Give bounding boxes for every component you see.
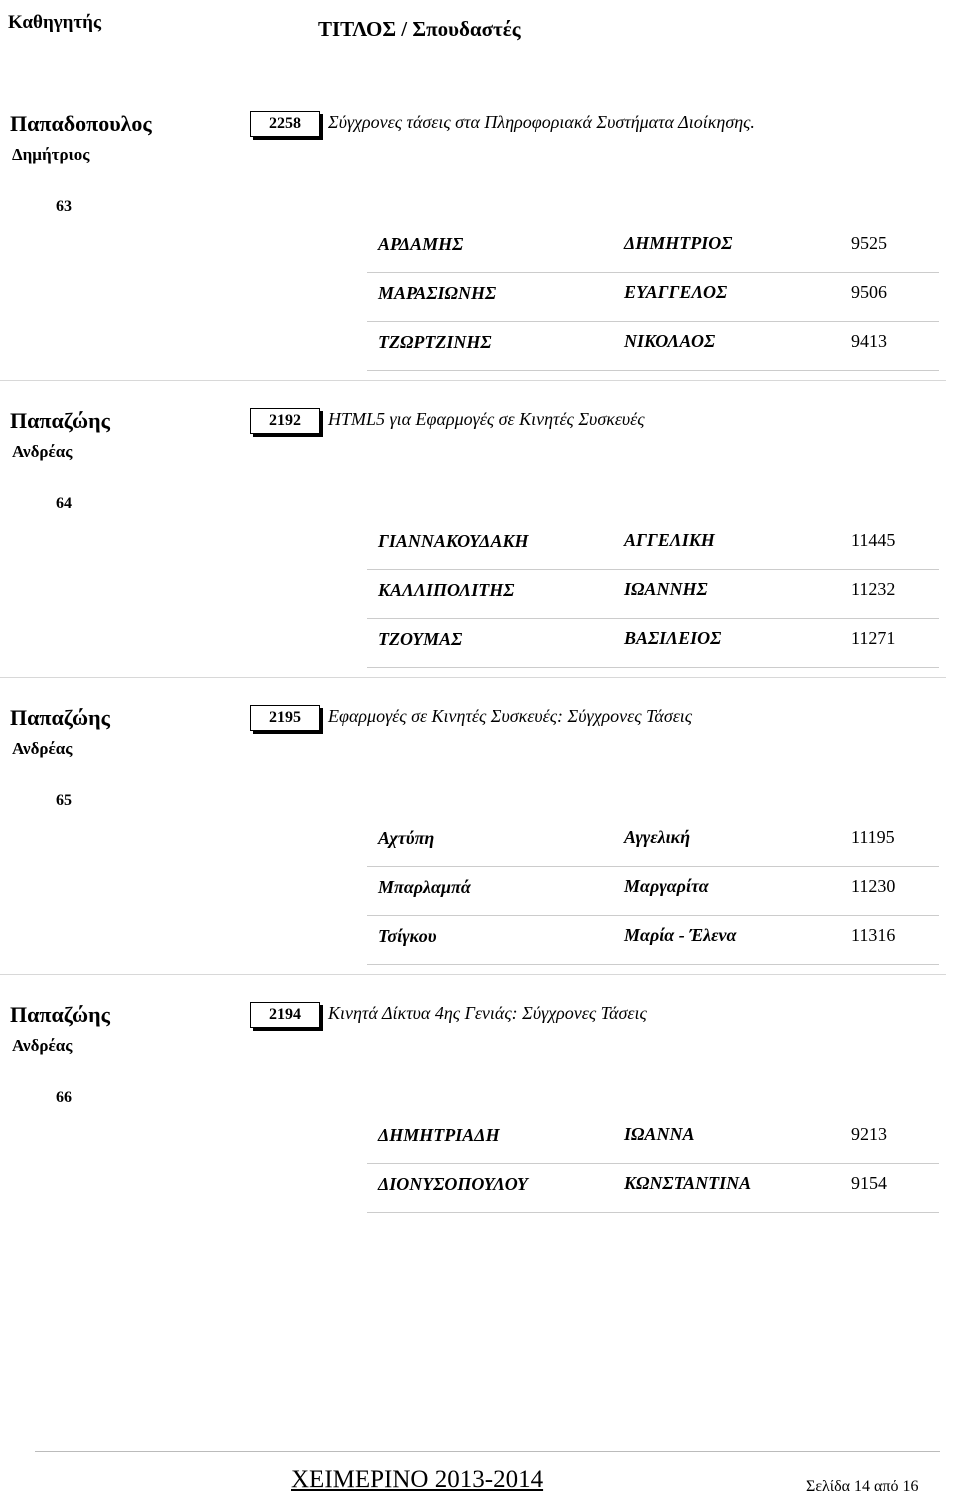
student-last-name: Μπαρλαμπά xyxy=(378,877,471,897)
row-divider xyxy=(367,964,939,965)
professor-last-name: Παπαζώης xyxy=(10,408,110,433)
professor-last-name: Παπαζώης xyxy=(10,705,110,730)
page-number: Σελίδα 14 από 16 xyxy=(806,1478,919,1495)
student-id: 9506 xyxy=(851,282,887,302)
row-divider xyxy=(367,321,939,322)
section-divider xyxy=(0,677,946,678)
student-last-name: Αχτύπη xyxy=(378,828,435,848)
student-first-name: Αγγελική xyxy=(624,827,691,847)
course-title: Εφαρμογές σε Κινητές Συσκευές: Σύγχρονες Τάσεις xyxy=(328,706,693,726)
row-divider xyxy=(367,618,939,619)
footer-season: ΧΕΙΜΕΡΙΝΟ 2013-2014 xyxy=(291,1466,544,1493)
course-title: Κινητά Δίκτυα 4ης Γενιάς: Σύγχρονες Τάσεις xyxy=(328,1003,647,1023)
student-id: 11445 xyxy=(851,530,896,550)
student-last-name: ΔΗΜΗΤΡΙΑΔΗ xyxy=(378,1125,500,1145)
student-id: 11195 xyxy=(851,827,895,847)
row-divider xyxy=(367,915,939,916)
student-last-name: ΑΡΔΑΜΗΣ xyxy=(378,234,464,254)
row-divider xyxy=(367,1212,939,1213)
student-first-name: ΕΥΑΓΓΕΛΟΣ xyxy=(624,282,728,302)
course-title: Σύγχρονες τάσεις στα Πληροφοριακά Συστήματα Διοίκησης. xyxy=(328,112,755,132)
student-row xyxy=(0,328,960,377)
student-id: 9154 xyxy=(851,1173,887,1193)
row-divider xyxy=(367,866,939,867)
professor-first-name: Δημήτριος xyxy=(12,145,90,164)
student-row xyxy=(0,279,960,328)
course-number: 65 xyxy=(56,792,72,809)
course-number: 66 xyxy=(56,1089,72,1106)
student-id: 11232 xyxy=(851,579,896,599)
student-first-name: ΙΩΑΝΝΗΣ xyxy=(624,579,708,599)
student-id: 11316 xyxy=(851,925,896,945)
student-id: 11271 xyxy=(851,628,896,648)
row-divider xyxy=(367,272,939,273)
student-row xyxy=(0,922,960,971)
student-last-name: ΓΙΑΝΝΑΚΟΥΔΑΚΗ xyxy=(378,531,529,551)
row-divider xyxy=(367,569,939,570)
course-code-box: 2192 xyxy=(250,408,320,434)
student-id: 9525 xyxy=(851,233,887,253)
header-title-label: ΤΙΤΛΟΣ / Σπουδαστές xyxy=(318,17,521,41)
student-row xyxy=(0,873,960,922)
student-row xyxy=(0,1121,960,1170)
student-first-name: ΑΓΓΕΛΙΚΗ xyxy=(624,530,715,550)
student-last-name: ΤΖΟΥΜΑΣ xyxy=(378,629,463,649)
student-row xyxy=(0,230,960,279)
course-code-box: 2194 xyxy=(250,1002,320,1028)
student-row xyxy=(0,824,960,873)
footer-divider xyxy=(35,1451,940,1452)
row-divider xyxy=(367,370,939,371)
header-professor-label: Καθηγητής xyxy=(8,12,101,33)
student-first-name: Μαργαρίτα xyxy=(624,876,709,896)
student-row xyxy=(0,625,960,674)
professor-first-name: Ανδρέας xyxy=(12,739,73,758)
professor-first-name: Ανδρέας xyxy=(12,1036,73,1055)
course-number: 64 xyxy=(56,495,72,512)
student-last-name: ΔΙΟΝΥΣΟΠΟΥΛΟΥ xyxy=(378,1174,528,1194)
student-id: 11230 xyxy=(851,876,896,896)
professor-last-name: Παπαζώης xyxy=(10,1002,110,1027)
student-first-name: Μαρία - Έλενα xyxy=(624,925,737,945)
student-id: 9213 xyxy=(851,1124,887,1144)
student-last-name: Τσίγκου xyxy=(378,926,437,946)
student-first-name: ΙΩΑΝΝΑ xyxy=(624,1124,695,1144)
student-last-name: ΤΖΩΡΤΖΙΝΗΣ xyxy=(378,332,492,352)
section-divider xyxy=(0,380,946,381)
course-title: HTML5 για Εφαρμογές σε Κινητές Συσκευές xyxy=(328,409,645,429)
student-row xyxy=(0,1170,960,1219)
student-row xyxy=(0,576,960,625)
student-row xyxy=(0,527,960,576)
student-first-name: ΔΗΜΗΤΡΙΟΣ xyxy=(624,233,733,253)
section-divider xyxy=(0,974,946,975)
row-divider xyxy=(367,1163,939,1164)
student-last-name: ΚΑΛΛΙΠΟΛΙΤΗΣ xyxy=(378,580,515,600)
professor-first-name: Ανδρέας xyxy=(12,442,73,461)
student-last-name: ΜΑΡΑΣΙΩΝΗΣ xyxy=(378,283,497,303)
course-number: 63 xyxy=(56,198,72,215)
student-first-name: ΒΑΣΙΛΕΙΟΣ xyxy=(624,628,722,648)
row-divider xyxy=(367,667,939,668)
student-id: 9413 xyxy=(851,331,887,351)
student-first-name: ΝΙΚΟΛΑΟΣ xyxy=(624,331,716,351)
professor-last-name: Παπαδοπουλος xyxy=(10,111,152,136)
course-code-box: 2195 xyxy=(250,705,320,731)
course-code-box: 2258 xyxy=(250,111,320,137)
student-first-name: ΚΩΝΣΤΑΝΤΙΝΑ xyxy=(624,1173,752,1193)
